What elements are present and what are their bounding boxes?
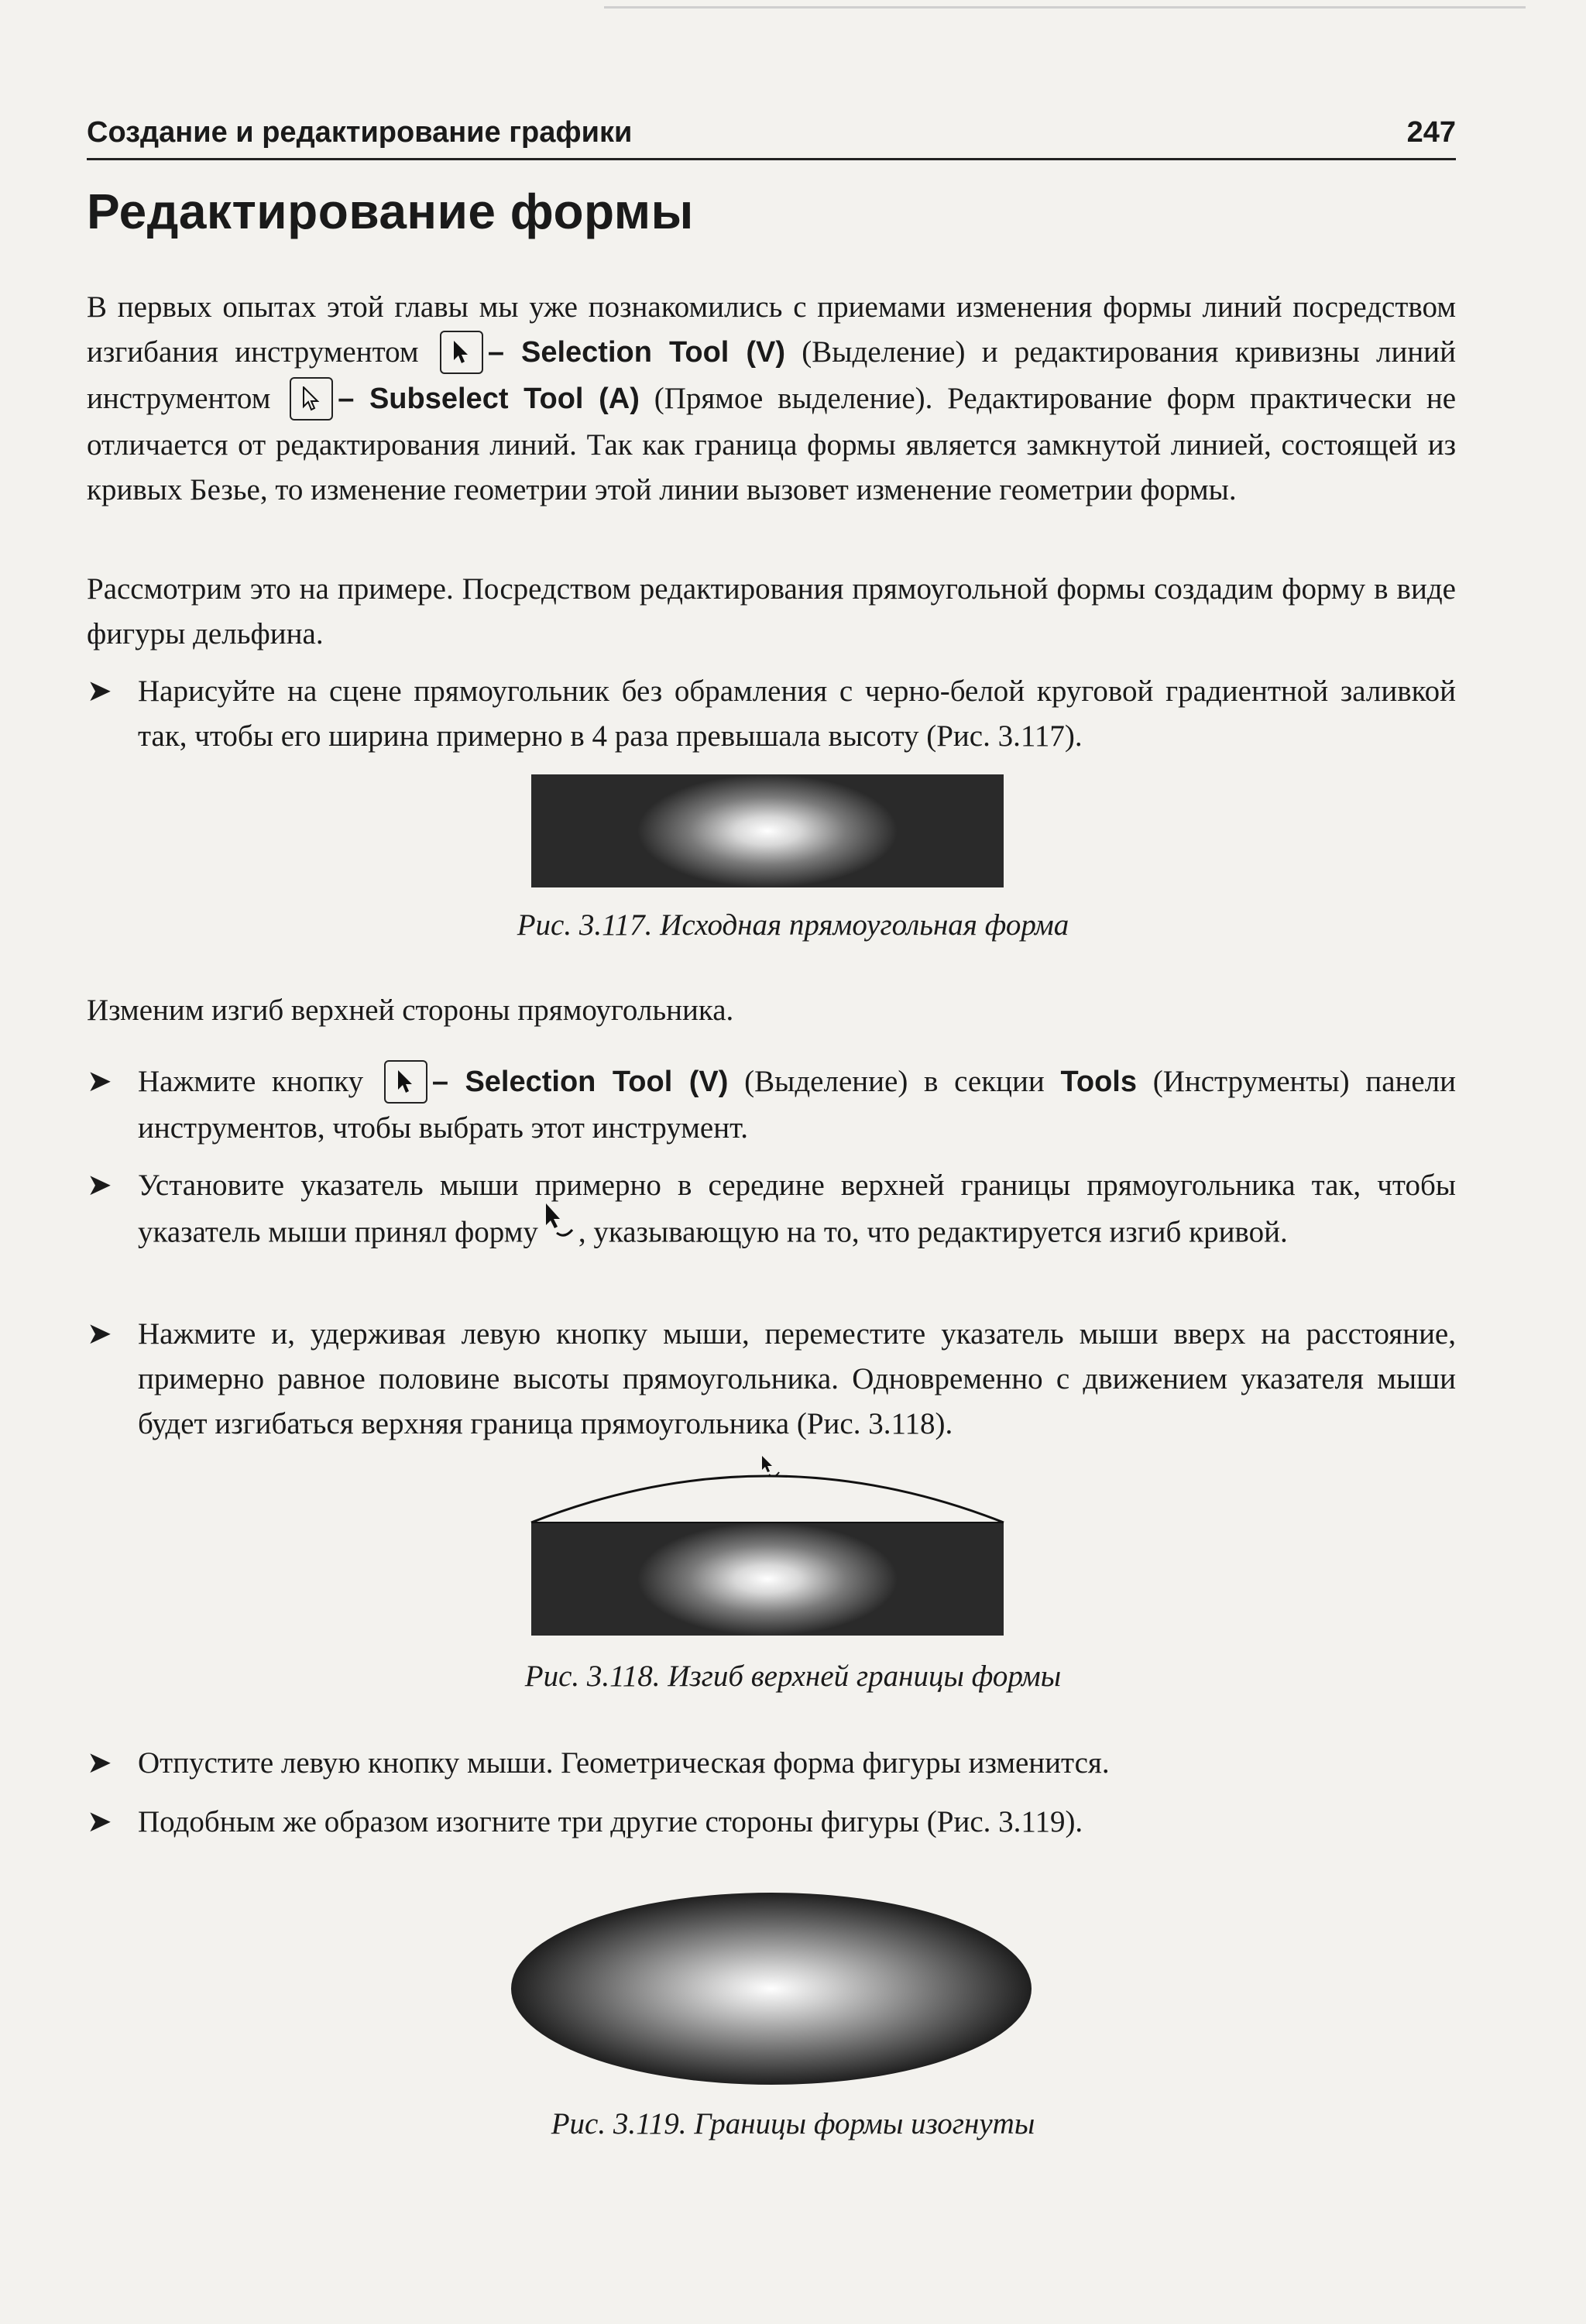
figure-caption: Рис. 3.118. Изгиб верхней границы формы <box>524 1660 1062 1693</box>
bullet-mark: ➤ <box>87 1317 112 1351</box>
gradient-rectangle <box>531 1522 1004 1636</box>
gradient-ellipse <box>511 1893 1032 2085</box>
figure-rectangle-gradient <box>531 774 1004 887</box>
bullet-mark: ➤ <box>87 1065 112 1098</box>
figure-ellipse <box>508 1890 1035 2091</box>
figure-caption: Рис. 3.119. Границы формы изогнуты <box>551 2107 1035 2140</box>
header-rule <box>87 158 1456 160</box>
example-paragraph: Рассмотрим это на примере. Посредством редактирования прямоугольной формы создадим форму в виде фигуры дельфина. <box>87 572 1456 651</box>
curve-cursor-icon <box>762 1456 779 1476</box>
selection-tool-icon <box>384 1060 427 1104</box>
bullet-mark: ➤ <box>87 1169 112 1202</box>
running-title: Создание и редактирование графики <box>87 116 633 149</box>
bullet-mark: ➤ <box>87 1746 112 1780</box>
book-page: Создание и редактирование графики 247 Редактирование формы В первых опытах этой главы мы уже познакомились с приемами изменения формы линий посредством изгибания инструментом – Selection Tool (V) (Выделение) и редактирования кривизны линий инструментом – Subselect Tool (A) (Прямое выделение). Редактирование форм практически не отличается от редактирования линий. Так как граница формы является замкнутой линией, состоящей из кривых Безье, то изменение геометрии этой линии вызовет изменение геометрии формы. Рассмотрим это на примере. Посредством редактирования прямоугольной формы создадим форму в виде фигуры дельфина. ➤ Нарисуйте на сцене прямоугольник без обрамления с черно-белой круговой градиентной заливкой так, чтобы его ширина примерно в 4 раза превышала высоту (Рис. 3.117). Рис. 3.117. Исходная прямоугольная форма Изменим изгиб верхней стороны прямоугольника. ➤ Нажмите кнопку – Selection Tool (V) (Выделение) в секции Tools (Инструменты) панели инструментов, чтобы выбрать этот инструмент. ➤ Установите указатель мыши примерно в середине верхней границы прямоугольника так, чтобы указатель мыши принял форму , указывающую на то, что редактируется изгиб кривой. ➤ Нажмите и, удерживая левую кнопку мыши, переместите указатель мыши вверх на расстояние, примерно равное половине высоты прямоугольника. Одновременно с движением указателя мыши будет изгибаться верхняя граница прямоугольника (Рис. 3.118). Рис. 3.118. Изгиб верхней границы формы ➤ Отпустите левую кнопку мыши. Геометрическая форма фигуры изменится. ➤ Подобным же образом изогните три другие стороны фигуры (Рис. 3.119). Рис. 3.119. Границы формы изогнуты <box>0 0 1586 2324</box>
running-head <box>87 116 1456 160</box>
subselect-tool-icon <box>290 377 333 421</box>
scan-edge <box>604 6 1526 9</box>
bullet-mark: ➤ <box>87 1805 112 1838</box>
figure-caption: Рис. 3.117. Исходная прямоугольная форма <box>517 908 1069 942</box>
bent-top-curve <box>531 1476 1004 1522</box>
intro-paragraph: В первых опытах этой главы мы уже познакомились с приемами изменения формы линий посредством изгибания инструментом – Selection Tool (V) (Выделение) и редактирования кривизны линий инструментом – Subselect Tool (A) (Прямое выделение). Редактирование форм практически не отличается от редактирования линий. Так как граница формы является замкнутой линией, состоящей из кривых Безье, то изменение геометрии этой линии вызовет изменение геометрии формы. <box>87 290 1457 507</box>
paragraph: Изменим изгиб верхней стороны прямоугольника. <box>87 994 734 1027</box>
section-heading: Редактирование формы <box>87 184 694 239</box>
bullet-mark: ➤ <box>87 675 112 708</box>
page-number: 247 <box>1406 116 1456 149</box>
gradient-rectangle <box>531 774 1004 887</box>
figure-bent-top <box>527 1445 1014 1639</box>
curve-cursor-icon <box>541 1202 575 1255</box>
selection-tool-icon <box>440 331 483 374</box>
